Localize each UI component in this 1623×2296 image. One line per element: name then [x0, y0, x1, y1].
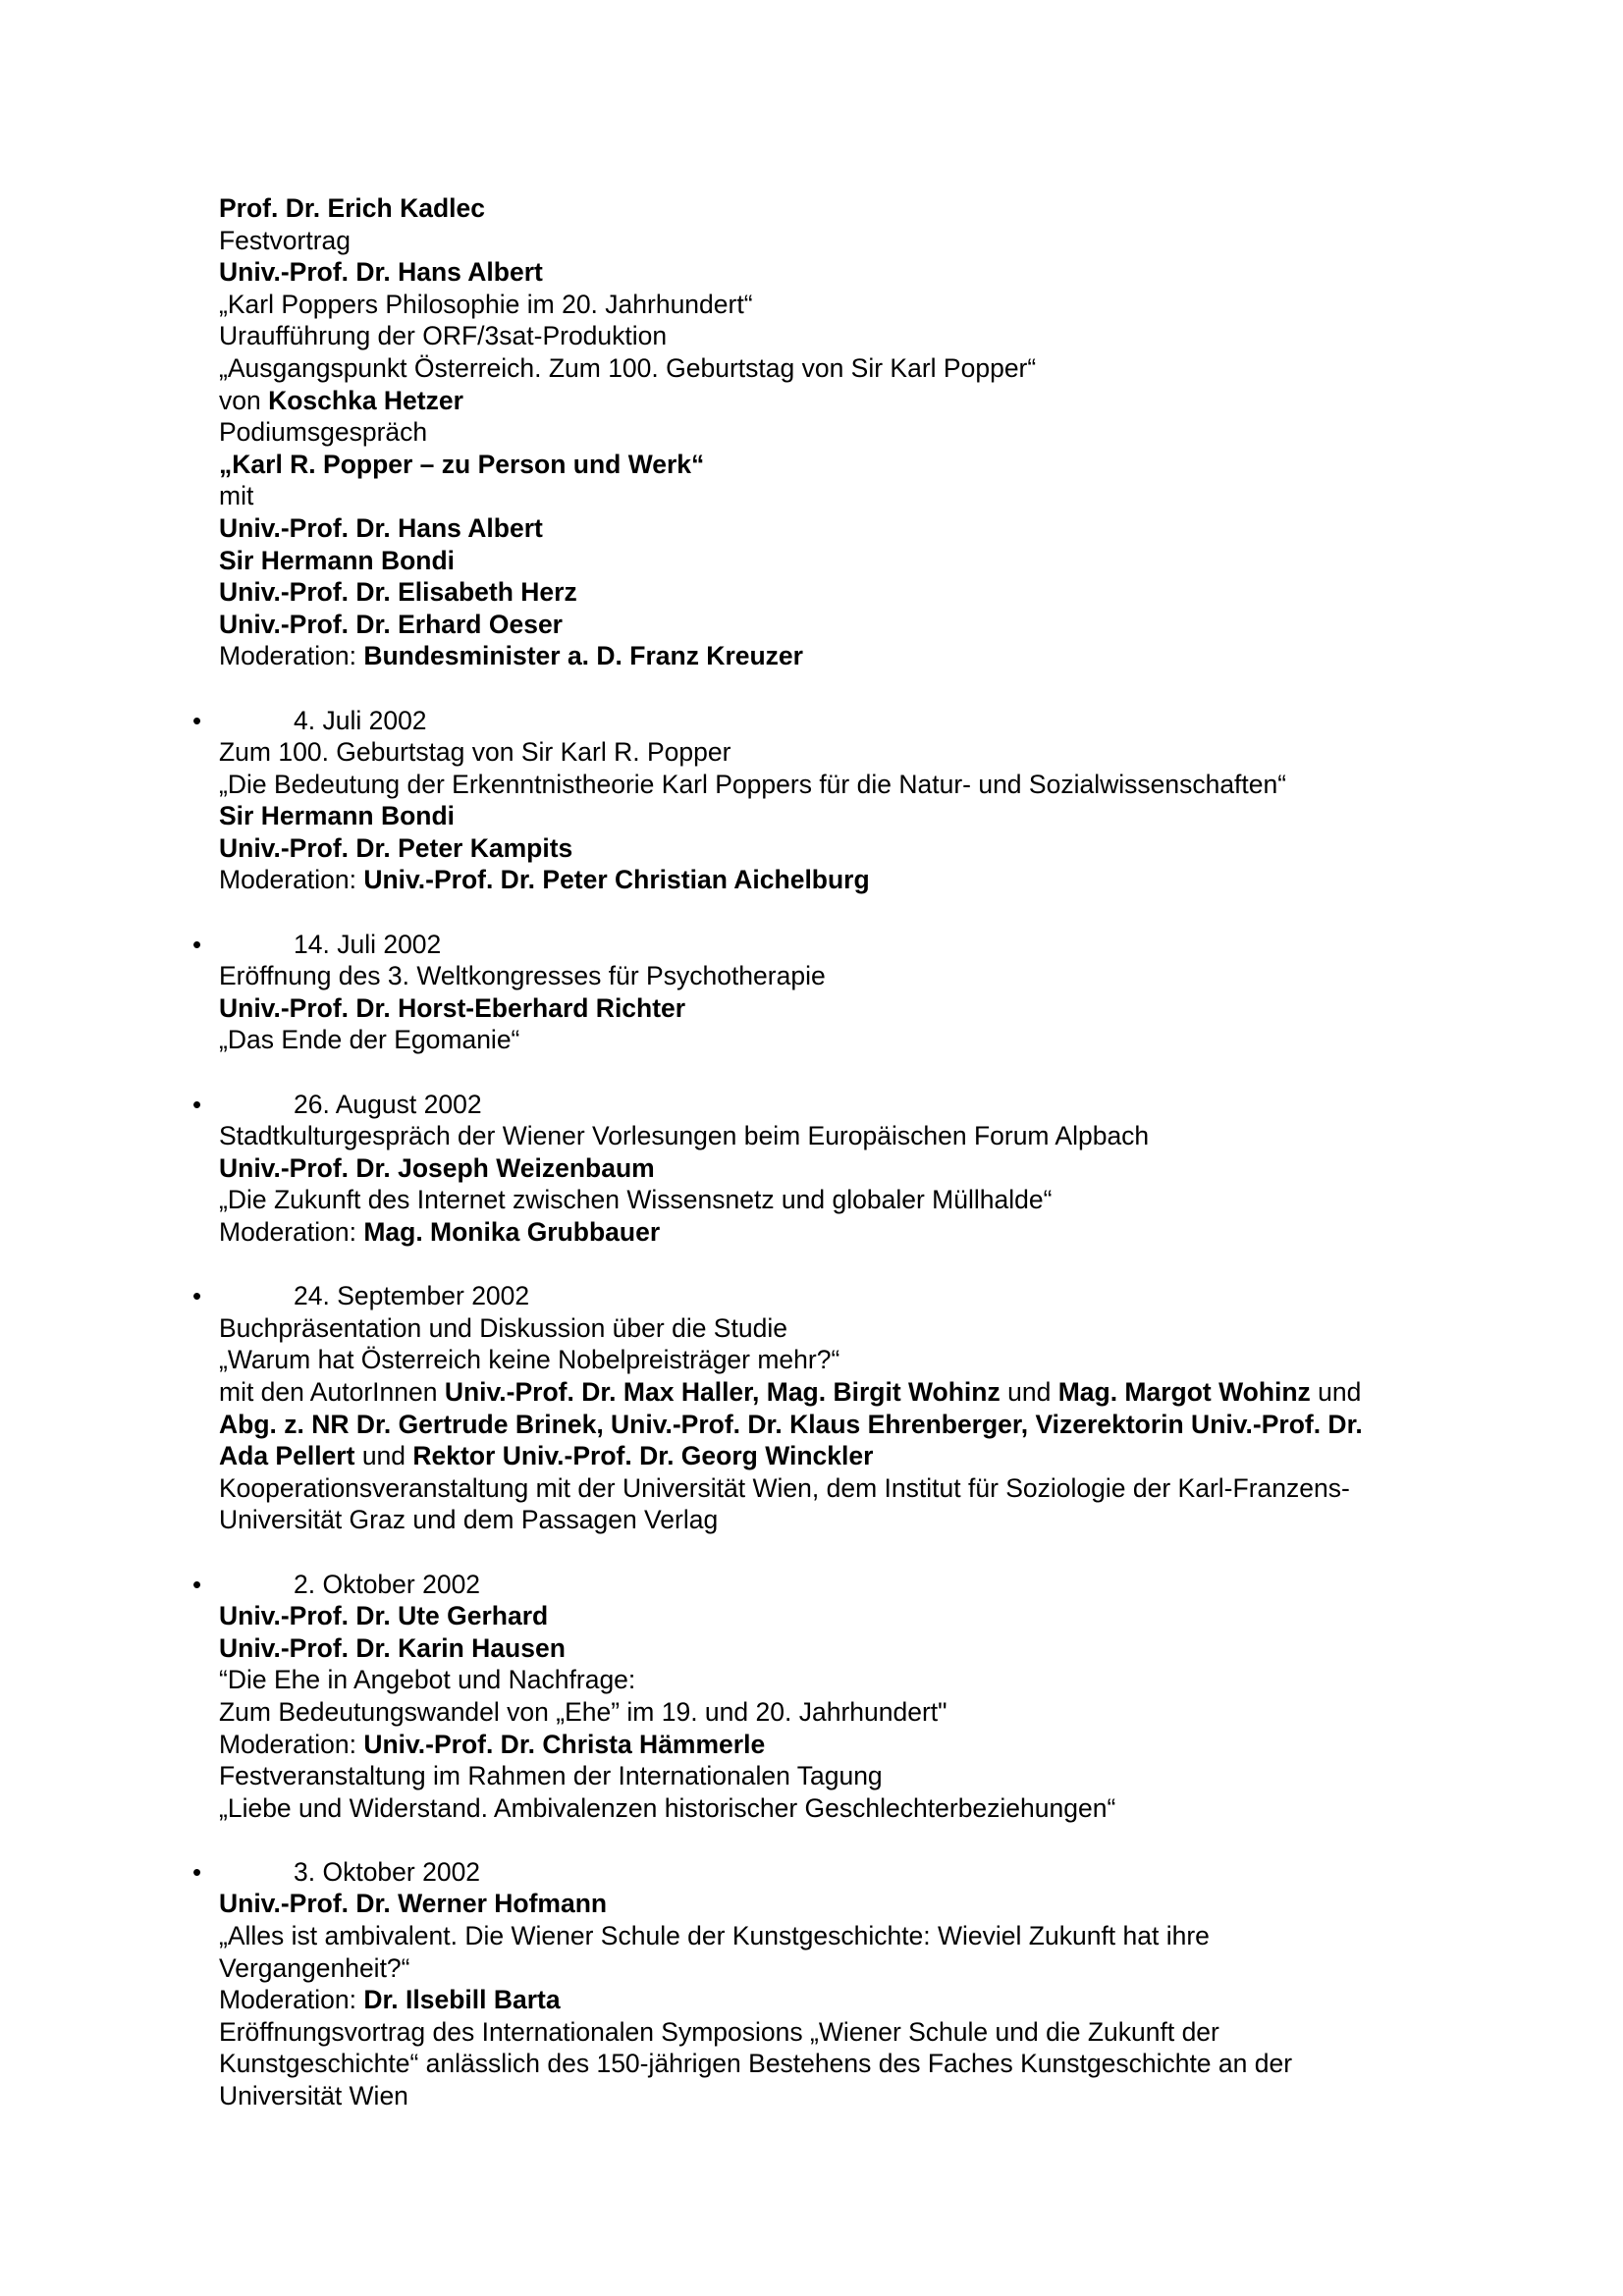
spacer: [219, 672, 1456, 705]
moderator-name: Univ.-Prof. Dr. Christa Hämmerle: [363, 1729, 766, 1759]
event-entry: [192, 929, 1456, 1056]
talk-title: “Die Ehe in Angebot und Nachfrage:: [219, 1665, 636, 1695]
moderation-line: [219, 1984, 1456, 2016]
event-description: Zum 100. Geburtstag von Sir Karl R. Popper: [219, 737, 731, 768]
event-date-line: [192, 1280, 1456, 1312]
author-names: Univ.-Prof. Dr. Max Haller, Mag. Birgit Wohinz: [444, 1376, 1001, 1407]
event-date: 14. Juli 2002: [294, 929, 442, 959]
moderator-name: Univ.-Prof. Dr. Peter Christian Aichelburg: [363, 865, 870, 895]
speaker-name: Univ.-Prof. Dr. Ute Gerhard: [219, 1601, 549, 1631]
event-description: Eröffnung des 3. Weltkongresses für Psychotherapie: [219, 961, 826, 991]
guest-line: [219, 1440, 1456, 1472]
guest-name: Rektor Univ.-Prof. Dr. Georg Winckler: [412, 1441, 874, 1471]
talk-title: „Das Ende der Egomanie“: [219, 1025, 520, 1055]
event-date: 24. September 2002: [294, 1281, 530, 1311]
spacer: [219, 1056, 1456, 1089]
production-title: „Ausgangspunkt Österreich. Zum 100. Geburtstag von Sir Karl Popper“: [219, 352, 1037, 383]
spacer: [219, 1824, 1456, 1856]
event-date-line: [192, 1089, 1456, 1121]
moderation-label: Moderation:: [219, 641, 364, 671]
conference-title: „Liebe und Widerstand. Ambivalenzen historischer Geschlechterbeziehungen“: [219, 1792, 1116, 1823]
bullet-icon: •: [192, 1089, 202, 1119]
spacer: [219, 1249, 1456, 1281]
talk-title: „Die Zukunft des Internet zwischen Wissensnetz und globaler Müllhalde“: [219, 1185, 1053, 1215]
cooperation-note: Kooperationsveranstaltung mit der Universität Wien, dem Institut für Soziologie der Karl-Franzens-: [219, 1472, 1350, 1503]
conjunction: und: [1310, 1376, 1362, 1407]
event-date-line: [192, 705, 1456, 737]
conjunction: und: [354, 1441, 413, 1471]
document-body: [192, 192, 1456, 2112]
bullet-icon: •: [192, 705, 202, 735]
panelist-name: Univ.-Prof. Dr. Hans Albert: [219, 512, 543, 543]
cooperation-note: Universität Graz und dem Passagen Verlag: [219, 1505, 719, 1535]
speaker-name: Prof. Dr. Erich Kadlec: [219, 193, 485, 223]
speaker-name: Univ.-Prof. Dr. Werner Hofmann: [219, 1889, 608, 1919]
event-type: Podiumsgespräch: [219, 417, 428, 448]
event-entry: [192, 1280, 1456, 1536]
spacer: [219, 1536, 1456, 1569]
talk-title: „Alles ist ambivalent. Die Wiener Schule der Kunstgeschichte: Wieviel Zukunft hat ihre: [219, 1921, 1210, 1951]
moderator-name: Dr. Ilsebill Barta: [363, 1985, 561, 2015]
event-date: 26. August 2002: [294, 1089, 482, 1119]
bullet-icon: •: [192, 929, 202, 959]
event-description: Buchpräsentation und Diskussion über die Studie: [219, 1312, 787, 1343]
talk-title: Zum Bedeutungswandel von „Ehe” im 19. und 20. Jahrhundert": [219, 1696, 947, 1727]
speaker-name: Univ.-Prof. Dr. Peter Kampits: [219, 832, 573, 863]
moderation-label: Moderation:: [219, 865, 364, 895]
conjunction: und: [1000, 1376, 1058, 1407]
event-date: 4. Juli 2002: [294, 705, 427, 735]
talk-title: „Karl Poppers Philosophie im 20. Jahrhundert“: [219, 289, 753, 319]
guest-names: Abg. z. NR Dr. Gertrude Brinek, Univ.-Prof. Dr. Klaus Ehrenberger, Vizerektorin Univ.-Prof. Dr.: [219, 1409, 1363, 1439]
moderation-line: [219, 1216, 1456, 1249]
author-prefix: von: [219, 385, 269, 415]
with-label: mit: [219, 481, 254, 511]
event-date-line: [192, 1569, 1456, 1601]
speaker-name: Univ.-Prof. Dr. Hans Albert: [219, 257, 543, 288]
event-entry: [192, 1569, 1456, 1825]
moderation-label: Moderation:: [219, 1729, 364, 1759]
author-name: Koschka Hetzer: [268, 385, 463, 415]
event-entry: [192, 705, 1456, 897]
event-entry: [192, 1856, 1456, 2112]
moderation-label: Moderation:: [219, 1985, 364, 2015]
event-type: Festvortrag: [219, 225, 352, 255]
study-title: „Warum hat Österreich keine Nobelpreisträger mehr?“: [219, 1345, 840, 1375]
authors-prefix: mit den AutorInnen: [219, 1376, 445, 1407]
bullet-icon: •: [192, 1856, 202, 1887]
event-date-line: [192, 1856, 1456, 1889]
talk-title: Vergangenheit?“: [219, 1952, 410, 1983]
moderation-line: [219, 640, 1456, 672]
panelist-name: Univ.-Prof. Dr. Erhard Oeser: [219, 609, 563, 639]
moderator-name: Bundesminister a. D. Franz Kreuzer: [363, 641, 803, 671]
event-date-line: [192, 929, 1456, 961]
speaker-name: Univ.-Prof. Dr. Horst-Eberhard Richter: [219, 992, 686, 1023]
event-date: 3. Oktober 2002: [294, 1856, 481, 1887]
author-line: [219, 385, 1456, 417]
guest-name: Ada Pellert: [219, 1441, 355, 1471]
event-description: Kunstgeschichte“ anlässlich des 150-jährigen Bestehens des Faches Kunstgeschichte an der: [219, 2049, 1293, 2079]
speaker-name: Univ.-Prof. Dr. Karin Hausen: [219, 1632, 566, 1663]
speaker-name: Sir Hermann Bondi: [219, 801, 456, 831]
moderation-label: Moderation:: [219, 1217, 364, 1247]
event-description: Universität Wien: [219, 2081, 408, 2111]
event-description: Festveranstaltung im Rahmen der Internationalen Tagung: [219, 1761, 883, 1791]
event-description: Stadtkulturgespräch der Wiener Vorlesungen beim Europäischen Forum Alpbach: [219, 1121, 1150, 1151]
panelist-name: Univ.-Prof. Dr. Elisabeth Herz: [219, 577, 577, 608]
event-entry: [192, 1089, 1456, 1249]
event-description: Eröffnungsvortrag des Internationalen Symposions „Wiener Schule und die Zukunft der: [219, 2016, 1219, 2047]
event-date: 2. Oktober 2002: [294, 1569, 481, 1599]
panel-title: „Karl R. Popper – zu Person und Werk“: [219, 449, 705, 479]
authors-line: [219, 1376, 1456, 1409]
bullet-icon: •: [192, 1569, 202, 1599]
event-description: Uraufführung der ORF/3sat-Produktion: [219, 321, 668, 351]
panelist-name: Sir Hermann Bondi: [219, 545, 456, 575]
moderation-line: [219, 864, 1456, 896]
author-name: Mag. Margot Wohinz: [1057, 1376, 1311, 1407]
bullet-icon: •: [192, 1281, 202, 1311]
intro-block: [219, 192, 1456, 672]
moderator-name: Mag. Monika Grubbauer: [363, 1217, 661, 1247]
speaker-name: Univ.-Prof. Dr. Joseph Weizenbaum: [219, 1152, 655, 1183]
spacer: [219, 896, 1456, 929]
moderation-line: [219, 1729, 1456, 1761]
talk-title: „Die Bedeutung der Erkenntnistheorie Karl Poppers für die Natur- und Sozialwissenschaften“: [219, 769, 1287, 799]
